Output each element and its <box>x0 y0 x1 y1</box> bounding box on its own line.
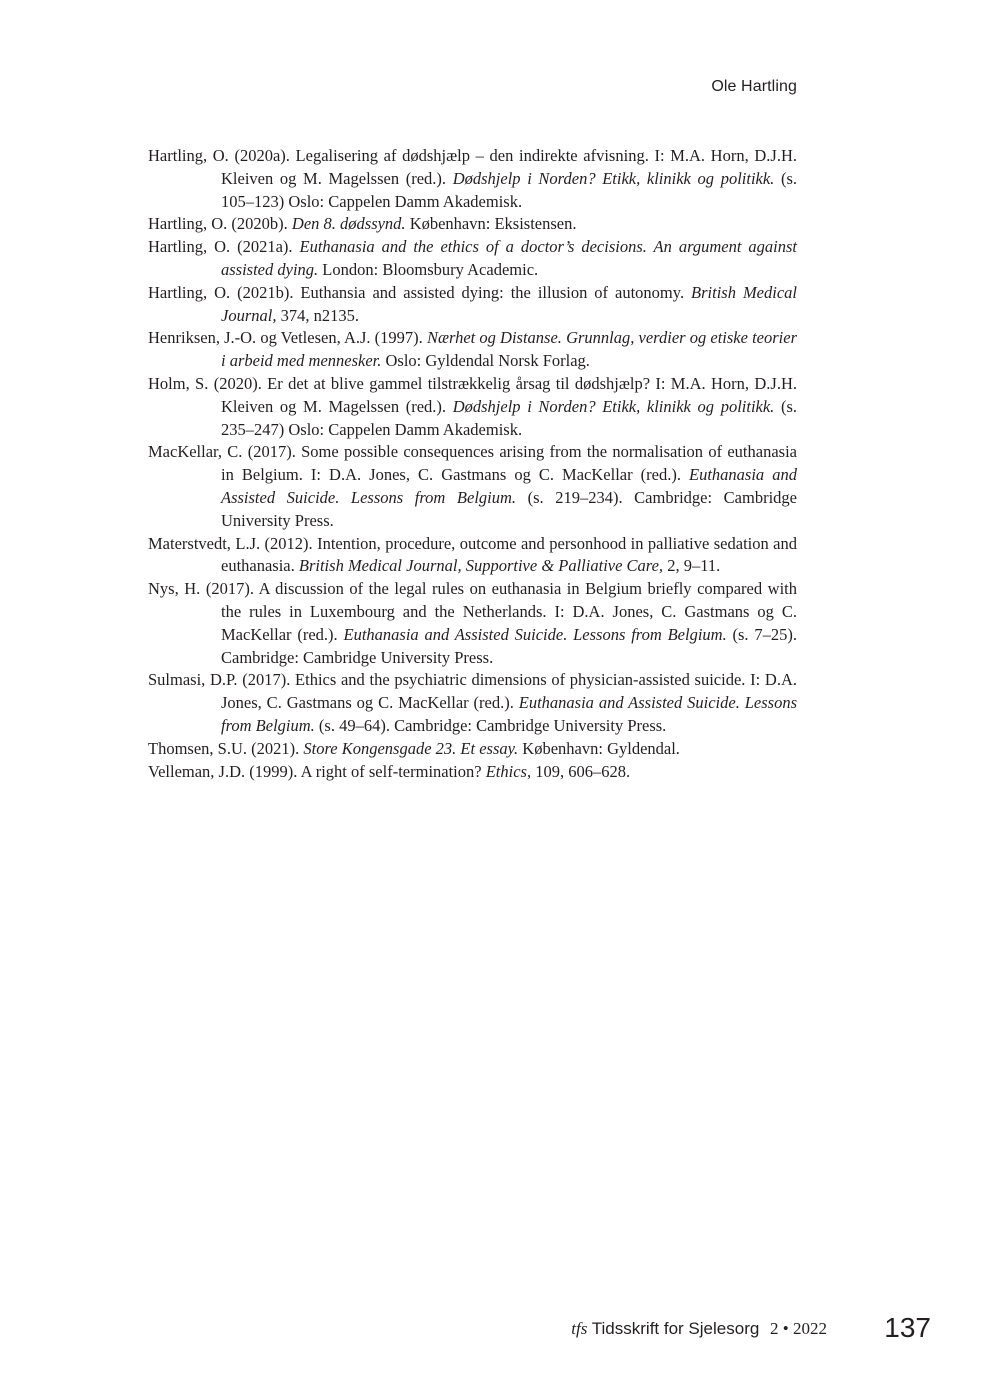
reference-item: Materstvedt, L.J. (2012). Intention, procedure, outcome and personhood in palliative sedation and euthanasia. British Medical Journal, Supportive & Palliative Care, 2, 9–11. <box>148 533 797 576</box>
reference-item: Hartling, O. (2021b). Euthansia and assisted dying: the illusion of autonomy. British Medical Journal, 374, n2135. <box>148 282 798 325</box>
reference-item: Henriksen, J.-O. og Vetlesen, A.J. (1997). Nærhet og Distanse. Grunnlag, verdier og etiske teorier i arbeid med mennesker. Oslo: Gyldendal Norsk Forlag. <box>148 328 797 371</box>
journal-title: Tidsskrift for Sjelesorg <box>591 1319 760 1338</box>
page-footer <box>0 1312 1004 1348</box>
reference-item: MacKellar, C. (2017). Some possible consequences arising from the normalisation of euthanasia in Belgium. I: D.A. Jones, C. Gastmans og C. MacKellar (red.). Euthanasia and Assisted Suicide. Lessons from Belgium. (s. 219–234). Cambridge: Cambridge University Press. <box>148 442 797 530</box>
page-number: 137 <box>884 1312 931 1343</box>
journal-abbreviation: tfs <box>571 1319 588 1338</box>
reference-item: Hartling, O. (2020b). Den 8. dødssynd. København: Eksistensen. <box>148 214 577 234</box>
reference-item: Sulmasi, D.P. (2017). Ethics and the psychiatric dimensions of physician-assisted suicide. I: D.A. Jones, C. Gastmans og C. MacKellar (red.). Euthanasia and Assisted Suicide. Lessons from Belgium. (s. 49–64). Cambridge: Cambridge University Press. <box>148 670 797 735</box>
reference-item: Nys, H. (2017). A discussion of the legal rules on euthanasia in Belgium briefly compared with the rules in Luxembourg and the Netherlands. I: D.A. Jones, C. Gastmans og C. MacKellar (red.). Euthanasia and Assisted Suicide. Lessons from Belgium. (s. 7–25). Cambridge: Cambridge University Press. <box>148 579 797 667</box>
reference-item: Velleman, J.D. (1999). A right of self-termination? Ethics, 109, 606–628. <box>148 761 631 781</box>
reference-item: Thomsen, S.U. (2021). Store Kongensgade 23. Et essay. København: Gyldendal. <box>148 738 680 758</box>
journal-name <box>571 1319 827 1339</box>
reference-item: Holm, S. (2020). Er det at blive gammel tilstrækkelig årsag til dødshjælp? I: M.A. Horn, D.J.H. Kleiven og M. Magelssen (red.). Dødshjelp i Norden? Etikk, klinikk og politikk. (s. 235–247) Oslo: Cappelen Damm Akademisk. <box>148 373 798 439</box>
reference-item: Hartling, O. (2020a). Legalisering af dødshjælp – den indirekte afvisning. I: M.A. Horn, D.J.H. Kleiven og M. Magelssen (red.). Dødshjelp i Norden? Etikk, klinikk og politikk. (s. 105–123) Oslo: Cappelen Damm Akademisk. <box>148 146 798 211</box>
running-head-author: Ole Hartling <box>711 78 797 95</box>
journal-issue: 2 • 2022 <box>770 1319 827 1338</box>
reference-item: Hartling, O. (2021a). Euthanasia and the ethics of a doctor’s decisions. An argument against assisted dying. London: Bloomsbury Academic. <box>148 237 798 279</box>
reference-list <box>148 145 797 783</box>
